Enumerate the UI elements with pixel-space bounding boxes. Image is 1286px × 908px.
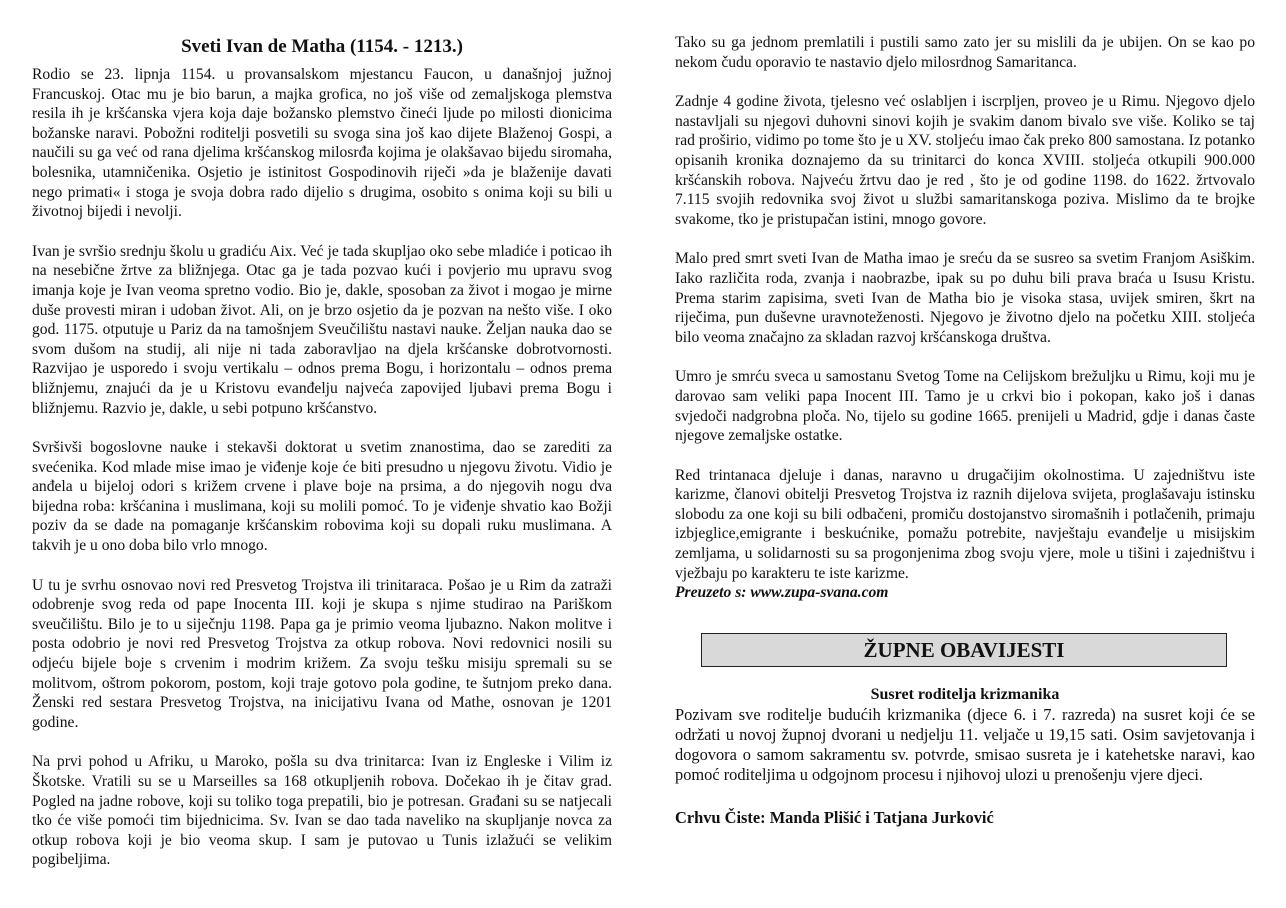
article-title: Sveti Ivan de Matha (1154. - 1213.) bbox=[181, 36, 463, 57]
article-paragraph: Ivan je svršio srednju školu u gradiću Aix. Već je tada skupljao oko sebe mladiće i poticao ih na nesebične žrtve za bližnjega. Otac ga je tada pozvao kući i povjerio mu upravu svog imanja koje je Ivan veoma spretno vodio. Bio je, dakle, sposoban za život i mogao je mirne duše provesti miran i udoban život. Ali, on je brzo osjetio da je pozvan na nešto više. I oko god. 1175. otputuje u Pariz da na tamošnjem Sveučilištu nastavi nauke. Željan nauka dao se svom dušom na studij, ali nije ni tada zaboravljao na djela kršćanske dobrotvornosti. Razvijao je usporedo i svoju vertikalu – odnos prema Bogu, i horizontalu – odnos prema bližnjemu, znajući da je u Kristovu evanđelju najveća zapovijed ljubavi prema Bogu i bližnjemu. Razvio je, dakle, u sebi potpuno kršćanstvo. bbox=[32, 242, 612, 417]
article-paragraph: Red trintanaca djeluje i danas, naravno u drugačijim okolnostima. U zajedništvu iste karizme, članovi obitelji Presvetog Trojstva iz raznih dijelova svijeta, proglašavaju istinsku slobodu za one koji su bili odbačeni, promiču dostojanstvo siromašnih i potlačenih, primaju izbjeglice,emigrante i beskućnike, pomažu potrebite, navještaju evanđelje u misijskim zemljama, u solidarnosti su sa progonjenima zbog svoju vjere, mole u tišini i zajedništvu i vježbaju po karakteru te iste karizme. bbox=[675, 466, 1255, 582]
article-paragraph: Zadnje 4 godine života, tjelesno već oslabljen i iscrpljen, proveo je u Rimu. Njegovo djelo nastavljali su njegovi duhovni sinovi kojih je svakim danom bivalo sve više. Koliko se taj rad proširio, vidimo po tome što je u XV. stoljeću imao čak preko 800 samostana. Iz potanko opisanih kronika doznajemo da su trinitarci do konca XVIII. stoljeća otkupili 900.000 kršćanskih robova. Najveću žrtvu dao je red , što je od godine 1198. do 1622. žrtvovalo 7.115 svojih redovnika svoj život u službi samaritanskoga poziva. Mislimo da te brojke svakome, tko je pristupačan istini, mnogo govore. bbox=[675, 93, 1255, 228]
left-column bbox=[32, 33, 612, 890]
article-paragraph: Svršivši bogoslovne nauke i stekavši doktorat u svetim znanostima, dao se zarediti za svećenika. Kod mlade mise imao je viđenje koje će biti presudno u njegovu životu. Vidio je anđela u bijeloj odori s križem crvene i plave boje na prsima, a do njegovih nogu dva bijedna roba: kršćanina i muslimana, koji su molili pomoć. To je viđenje shvatio kao Božji poziv da se dade na pomaganje kršćanskim robovima koji su dopali ruku muslimana. A takvih je u ono doba bilo vrlo mnogo. bbox=[32, 439, 612, 555]
notice-subheading: Susret roditelja krizmanika bbox=[870, 685, 1060, 703]
source-credit: Preuzeto s: www.zupa-svana.com bbox=[675, 584, 889, 602]
article-paragraph: Tako su ga jednom premlatili i pustili samo zato jer su mislili da je ubijen. On se kao po nekom čudu oporavio te nastavio djelo milosrdnog Samaritanca. bbox=[675, 34, 1255, 71]
article-paragraph: Rodio se 23. lipnja 1154. u provansalskom mjestancu Faucon, u današnjoj južnoj Francuskoj. Otac mu je bio barun, a majka grofica, no još više od zemaljskoga plemstva resila ih je kršćanska vjera koja daje božansko plemstvo čineći ljude po milosti dionicima božanske naravi. Pobožni roditelji posvetili su svoga sina još kao dijete Blaženoj Gospi, a naučili su ga već od rana djelima kršćanskog milosrđa kojima je olakšavao bijedu siromaha, bolesnika, utamničenika. Osjetio je istinitost Gospodinovih riječi »da je blaženije davati nego primati« i stoga je svoja dobra rado dijelio s drugima, osobito s onima koji su bili u životnoj bijedi i nevolji. bbox=[32, 66, 612, 221]
church-cleaning-note: Crhvu Čiste: Manda Plišić i Tatjana Jurković bbox=[675, 807, 994, 827]
article-paragraph: Na prvi pohod u Afriku, u Maroko, pošla su dva trinitarca: Ivan iz Engleske i Vilim iz Škotske. Vratili su se u Marseilles sa 168 otkupljenih robova. Dočekao ih je čitav grad. Pogled na jadne robove, koji su toliko toga prepatili, bio je potresan. Građani su se natjecali tko će više pomoći tim bijednicima. Sv. Ivan se dao tada naveliko na skupljanje novca za otkup robova koji je bio veoma skup. I sam je putovao u Tunis izlažući se velikim pogibeljima. bbox=[32, 753, 612, 869]
article-paragraph: U tu je svrhu osnovao novi red Presvetog Trojstva ili trinitaraca. Pošao je u Rim da zatraži odobrenje svog reda od pape Inocenta III. koji je skupa s njime studirao na Pariškom sveučilištu. Bilo je to u siječnju 1198. Papa ga je primio veoma ljubazno. Nakon molitve i posta odobrio je novi red Presvetog Trojstva za otkup robova. Novi redovnici nosili su odjeću bijele boje s crvenim i modrim križem. Za svoju tešku misiju spremali su se molitvom, oštrom pokorom, postom, koji traje gotovo pola godine, te šutnjom preko dana. Ženski red sestara Presvetog Trojstva, na inicijativu Ivana od Mathe, osnovan je 1201 godine. bbox=[32, 576, 612, 731]
parish-notices-heading: ŽUPNE OBAVIJESTI bbox=[701, 633, 1227, 667]
article-paragraph: Malo pred smrt sveti Ivan de Matha imao je sreću da se susreo sa svetim Franjom Asiškim. Iako različita roda, zvanja i naobrazbe, ipak su po duhu bili prava braća u Isusu Kristu. Prema starim zapisima, sveti Ivan de Matha bio je visoka stasa, uvijek smiren, škrt na riječima, pun duševne uravnoteženosti. Njegovo je životno djelo na početku XIII. stoljeća bilo veoma značajno za skladan razvoj kršćanskoga društva. bbox=[675, 250, 1255, 346]
notice-text: Pozivam sve roditelje budućih krizmanika (djece 6. i 7. razreda) na susret koji će se održati u novoj župnoj dvorani u nedjelju 11. veljače u 19,15 sati. Osim savjetovanja i dogovora o samom sakramentu sv. potvrde, smisao susreta je i katehetske naravi, kao pomoć roditeljima u odgojnom procesu i njihovoj ulozi u prenošenju vjere djeci. bbox=[675, 704, 1255, 785]
right-column bbox=[675, 33, 1255, 827]
article-paragraph: Umro je smrću sveca u samostanu Svetog Tome na Celijskom brežuljku u Rimu, koji mu je darovao sam veliki papa Inocent III. Tamo je u crkvi bio i pokopan, kako još i danas svjedoči nadgrobna ploča. No, tijelo su godine 1665. prenijeli u Madrid, gdje i danas časte njegove zemaljske ostatke. bbox=[675, 368, 1255, 445]
